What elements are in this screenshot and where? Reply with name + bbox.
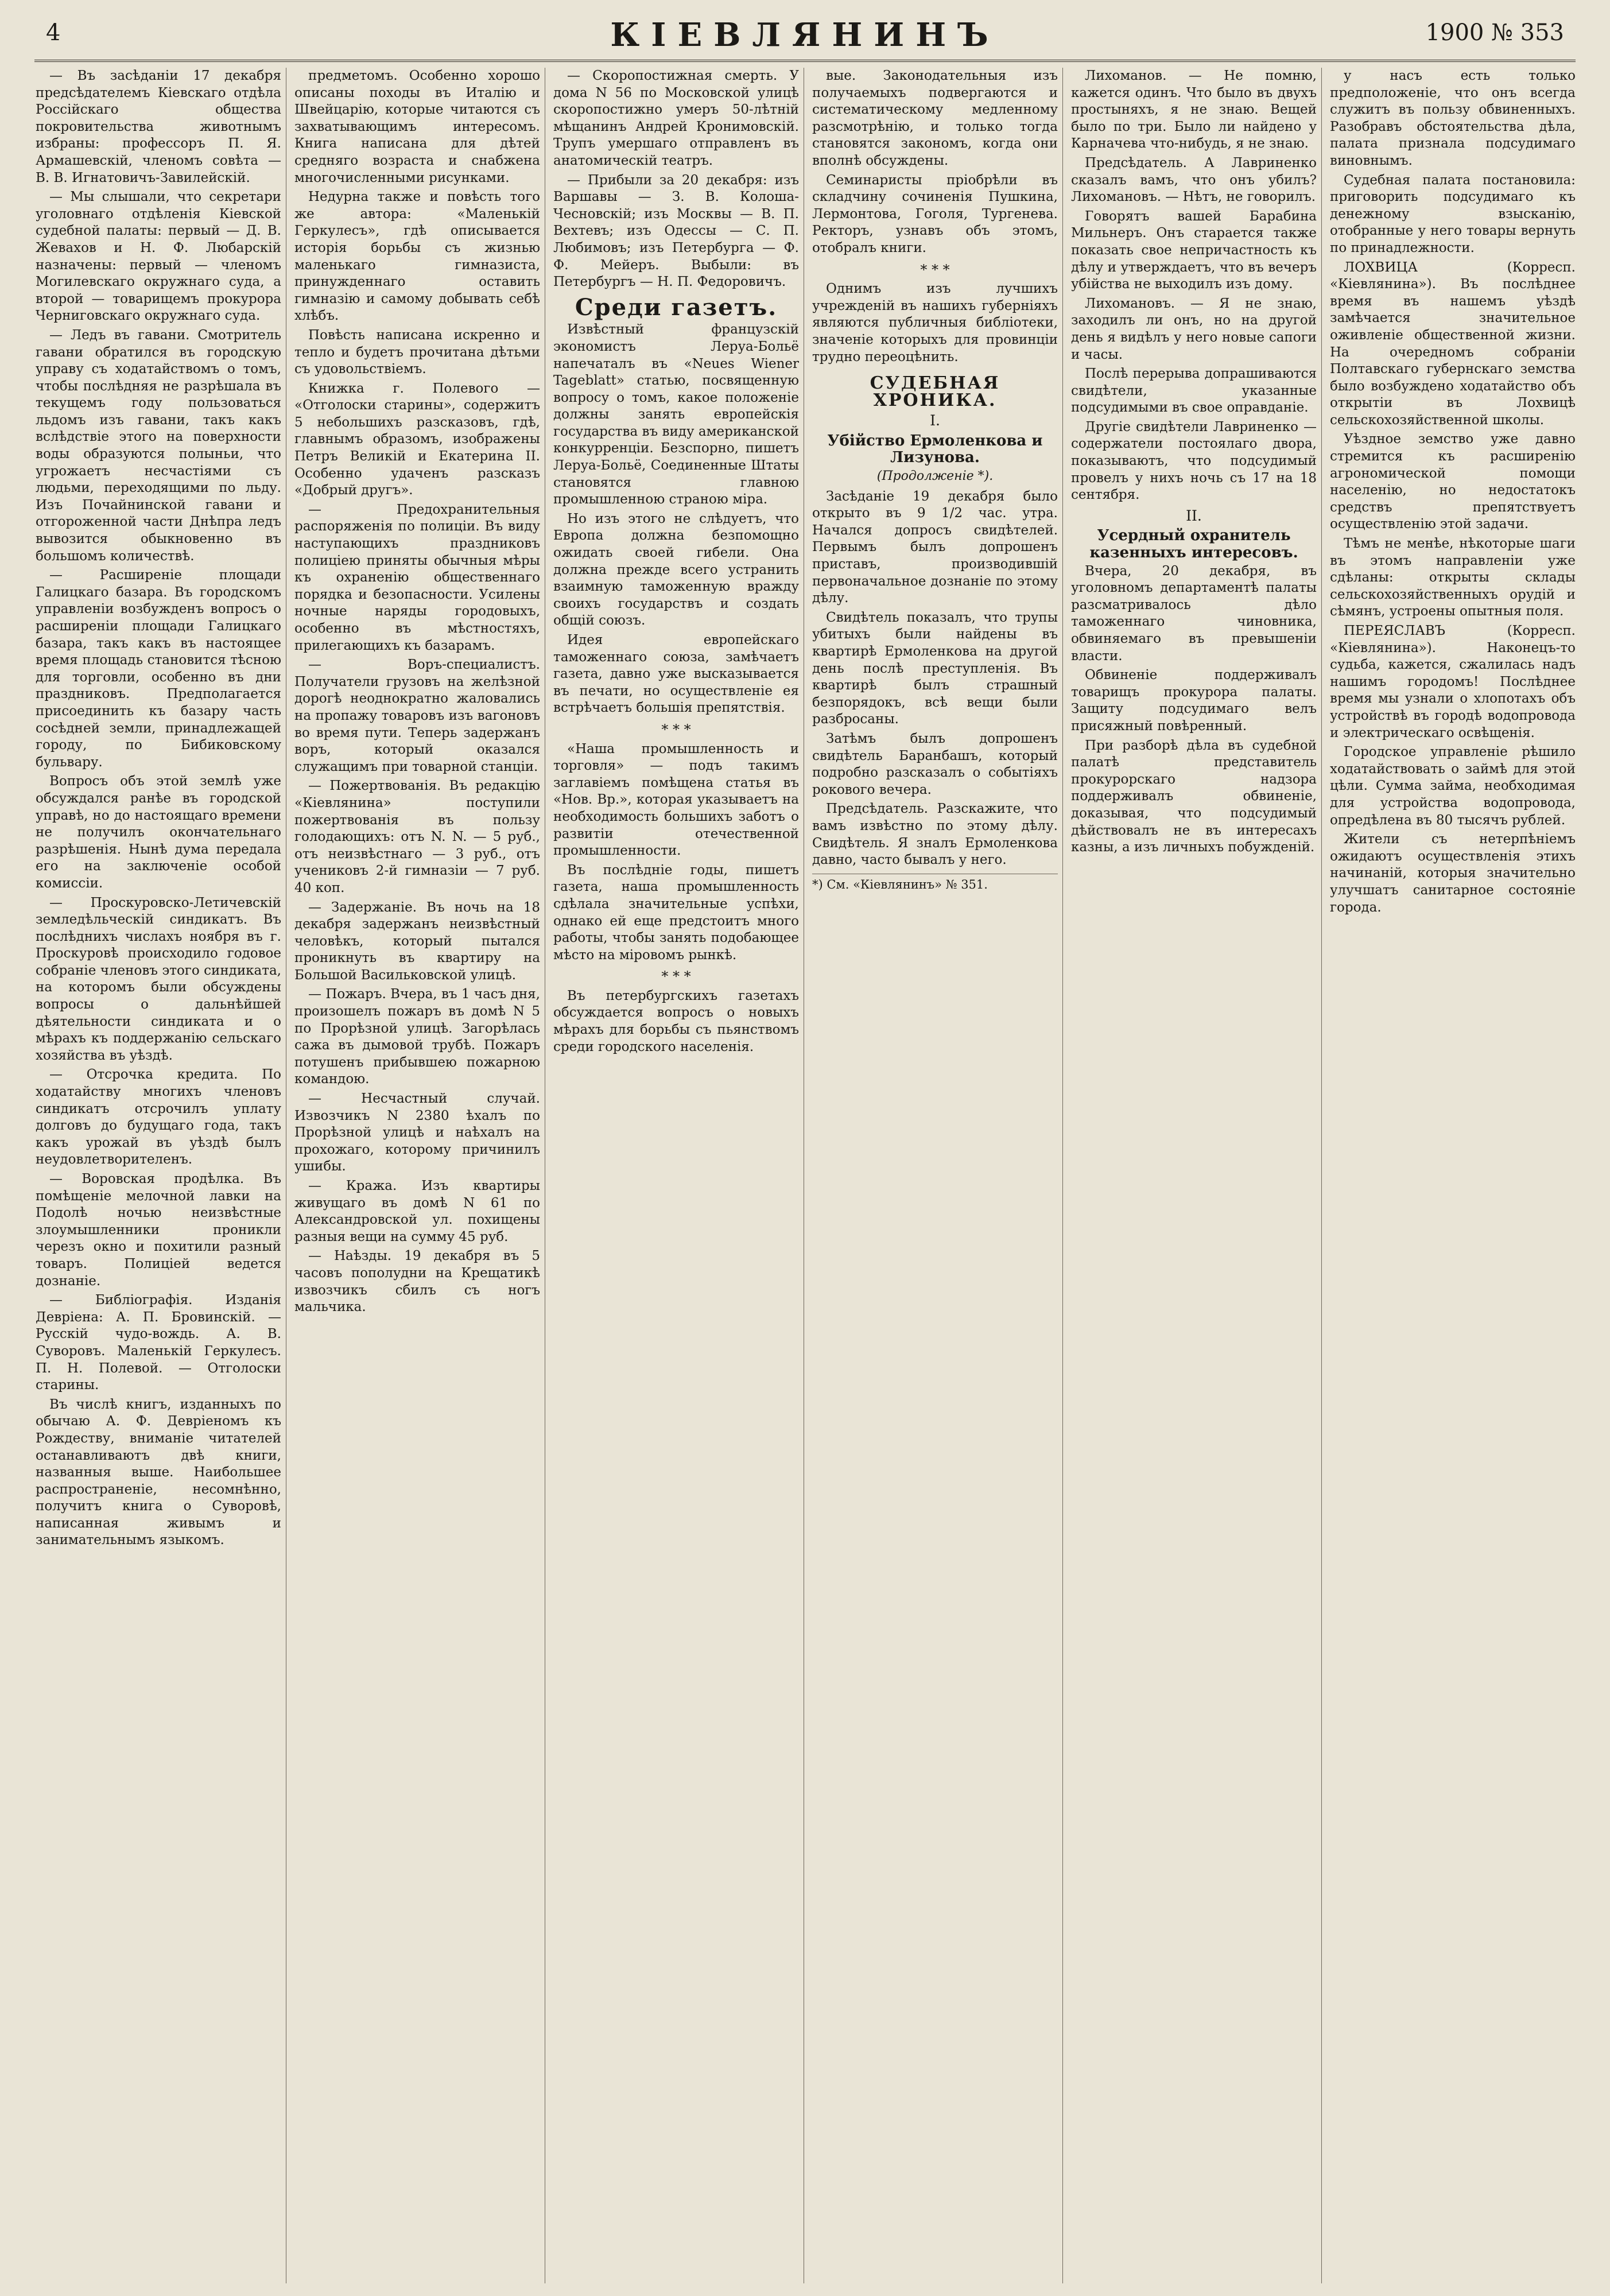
issue-number: 1900 № 353 [1425,20,1564,46]
article-paragraph: — Наѣзды. 19 декабря въ 5 часовъ пополудни на Крещатикѣ извозчикъ сбилъ съ ногъ мальчика. [294,1248,540,1315]
article-title: Усердный охранитель казенныхъ интересовъ. [1089,527,1298,562]
article-paragraph: Городское управленіе рѣшило ходатайствовать о займѣ для этой цѣли. Сумма займа, необходимая для устройства водопровода, опредѣлена въ 80 тысячъ рублей. [1330,744,1576,828]
article-paragraph: Въ послѣдніе годы, пишетъ газета, наша промышленность сдѣлала значительные успѣхи, однако ей еще предстоитъ много работы, чтобы занять подобающее мѣсто на міровомъ рынкѣ. [553,862,799,963]
article-paragraph: ЛОХВИЦА (Корресп. «Кіевлянина»). Въ послѣднее время въ нашемъ уѣздѣ замѣчается значительное оживленіе общественной жизни. На очередномъ собраніи Полтавскаго губернскаго земства было возбуждено ходатайство объ открытіи въ Лохвицѣ сельскохозяйственной школы. [1330,259,1576,428]
article-paragraph: — Скоропостижная смерть. У дома N 56 по Московской улицѣ скоропостижно умеръ 50-лѣтній мѣщанинъ Андрей Кронимовскій. Трупъ умершаго отправленъ въ анатомическій театръ. [553,68,799,168]
article-paragraph: Засѣданіе 19 декабря было открыто въ 9 1/2 час. утра. Начался допросъ свидѣтелей. Первымъ былъ допрошенъ приставъ, производившій первоначальное дознаніе по этому дѣлу. [812,488,1058,606]
article-paragraph: Вчера, 20 декабря, въ уголовномъ департаментѣ палаты разсматривалось дѣло таможеннаго чиновника, обвиняемаго въ превышеніи власти. [1071,563,1317,664]
article-paragraph: — Пожаръ. Вчера, въ 1 часъ дня, произошелъ пожаръ въ домѣ N 5 по Прорѣзной улицѣ. Загорѣлась сажа въ дымовой трубѣ. Пожаръ потушенъ прибывшею пожарною командою. [294,987,540,1087]
article-paragraph: Говорятъ вашей Барабина Мильнеръ. Онъ старается также показать свое непричастность къ дѣлу и утверждаетъ, что въ вечеръ убійства не выходилъ изъ дому. [1071,208,1317,292]
article-paragraph: Однимъ изъ лучшихъ учрежденій въ нашихъ губерніяхъ являются публичныя библіотеки, значеніе которыхъ для провинціи трудно переоцѣнить. [812,281,1058,364]
article-paragraph: Въ числѣ книгъ, изданныхъ по обычаю А. Ф. Девріеномъ къ Рождеству, вниманіе читателей останавливаютъ двѣ книги, названныя выше. Наибольшее распространеніе, несомнѣнно, получитъ книга о Суворовѣ, написанная живымъ и занимательнымъ языкомъ. [36,1397,281,1548]
article-paragraph: вые. Законодательныя изъ получаемыхъ подвергаются и систематическому медленному разсмотрѣнію, и только тогда становятся закономъ, когда они вполнѣ обсуждены. [812,68,1058,168]
continuation-note: (Продолженіе *). [876,469,994,484]
article-paragraph: — Библіографія. Изданія Девріена: А. П. Бровинскій. — Русскій чудо-вождь. А. В. Суворовъ. Маленькій Геркулесъ. П. Н. Полевой. — Отголоски старины. [36,1293,281,1393]
footnote: *) См. «Кіевлянинъ» № 351. [812,874,1058,894]
article-paragraph: — Кража. Изъ квартиры живущаго въ домѣ N 61 по Александровской ул. похищены разныя вещи на сумму 45 руб. [294,1178,540,1244]
article-paragraph: у насъ есть только предположеніе, что онъ всегда служитъ въ пользу обвиненныхъ. Разобравъ обстоятельства дѣла, палата признала подсудимаго виновнымъ. [1330,68,1576,168]
column-1 [36,68,281,2283]
article-paragraph: — Ледъ въ гавани. Смотритель гавани обратился въ городскую управу съ ходатайствомъ о томъ, чтобы послѣдняя не разрѣшала въ текущемъ году пользоваться льдомъ изъ гавани, такъ какъ вслѣдствіе этого на поверхности воды образуются полыньи, что угрожаетъ несчастіями съ людьми, переходящими по льду. Изъ Почайнинской гавани и отгороженной части Днѣпра ледъ вывозится обыкновенно въ большомъ количествѣ. [36,327,281,564]
column-5 [1071,68,1317,2283]
article-paragraph: — Пожертвованія. Въ редакцію «Кіевлянина» поступили пожертвованія въ пользу голодающихъ: отъ N. N. — 5 руб., отъ неизвѣстнаго — 3 руб., отъ учениковъ 2-й гимназіи — 7 руб. 40 коп. [294,778,540,895]
article-paragraph: — Мы слышали, что секретари уголовнаго отдѣленія Кіевской судебной палаты: первый — Д. В. Жевахов и Н. Ф. Любарскій назначены: первый — членомъ Могилевскаго окружнаго суда, а второй — товарищемъ прокурора Черниговскаго окружнаго суда. [36,189,281,324]
article-paragraph: Семинаристы пріобрѣли въ складчину сочиненія Пушкина, Лермонтова, Гоголя, Тургенева. Ректоръ, узнавъ объ этомъ, отобралъ книги. [812,172,1058,255]
article-paragraph: Книжка г. Полевого — «Отголоски старины», содержитъ 5 небольшихъ разсказовъ, гдѣ, главнымъ образомъ, изображены Петръ Великій и Екатерина II. Особенно удаченъ разсказъ «Добрый другъ». [294,381,540,498]
column-3 [553,68,799,2283]
article-number: II. [1186,507,1202,524]
article-paragraph: При разборѣ дѣла въ судебной палатѣ представитель прокурорскаго надзора поддерживалъ обвиненіе, доказывая, что подсудимый дѣйствовалъ не въ интересахъ казны, а изъ личныхъ побужденій. [1071,738,1317,855]
article-paragraph: — Въ засѣданіи 17 декабря предсѣдателемъ Кіевскаго отдѣла Россійскаго общества покровительства животнымъ избраны: профессоръ П. Я. Армашевскій, членомъ совѣта — В. В. Игнатовичъ-Завилейскій. [36,68,281,185]
article-paragraph: «Наша промышленность и торговля» — подъ такимъ заглавіемъ помѣщена статья въ «Нов. Вр.», которая указываетъ на необходимость большихъ заботъ о развитіи отечественной промышленности. [553,741,799,859]
article-paragraph: Повѣсть написана искренно и тепло и будетъ прочитана дѣтьми съ удовольствіемъ. [294,327,540,377]
article-paragraph: Лихоманов. — Не помню, кажется одинъ. Что было въ двухъ простыняхъ, я не знаю. Вещей было по три. Было ли найдено у Карначева что-нибудь, я не знаю. [1071,68,1317,152]
separator-stars: * * * [661,721,691,738]
article-paragraph: Предсѣдатель. Разскажите, что вамъ извѣстно по этому дѣлу. Свидѣтель. Я зналъ Ермоленкова давно, часто бывалъ у него. [812,801,1058,868]
article-title: Убійство Ермоленкова и Лизунова. [827,432,1043,467]
separator-stars: * * * [661,968,691,985]
article-paragraph: — Отсрочка кредита. По ходатайству многихъ членовъ синдикатъ отсрочилъ уплату долговъ до будущаго года, такъ какъ урожай въ уѣздѣ былъ неудовлетворителенъ. [36,1067,281,1168]
separator-stars: * * * [920,261,950,278]
column-2 [294,68,540,2283]
article-paragraph: Лихомановъ. — Я не знаю, заходилъ ли онъ, но на другой день я видѣлъ у него новые сапоги и часы. [1071,296,1317,362]
article-paragraph: Свидѣтель показалъ, что трупы убитыхъ были найдены въ квартирѣ Ермоленкова на другой день послѣ преступленія. Въ квартирѣ былъ страшный безпорядокъ, всѣ вещи были разбросаны. [812,610,1058,727]
section-heading: Среди газетъ. [575,293,778,321]
article-paragraph: Судебная палата постановила: приговорить подсудимаго къ денежному взысканію, отобранные у него товары вернуть по принадлежности. [1330,172,1576,255]
article-paragraph: предметомъ. Особенно хорошо описаны походы въ Италію и Швейцарію, которые читаются съ захватывающимъ интересомъ. Книга написана для дѣтей средняго возраста и снабжена многочисленными рисунками. [294,68,540,185]
article-paragraph: Предсѣдатель. А Лавриненко сказалъ вамъ, что онъ убилъ? Лихомановъ. — Нѣтъ, не говорилъ. [1071,155,1317,205]
article-paragraph: — Воровская продѣлка. Въ помѣщеніе мелочной лавки на Подолѣ ночью неизвѣстные злоумышленники проникли черезъ окно и похитили разный товаръ. Полиціей ведется дознаніе. [36,1172,281,1289]
column-rule [1062,68,1063,2283]
column-6 [1330,68,1576,2283]
article-paragraph: — Воръ-специалистъ. Получатели грузовъ на желѣзной дорогѣ неоднократно жаловались на пропажу товаровъ изъ вагоновъ во время пути. Теперь задержанъ воръ, который оказался служащимъ при товарной станціи. [294,657,540,774]
article-paragraph: — Расширеніе площади Галицкаго базара. Въ городскомъ управленіи возбужденъ вопросъ о расширеніи площади Галицкаго базара, такъ какъ въ настоящее время площадь становится тѣсною для торговли, особенно въ дни праздниковъ. Предполагается присоединить къ базару часть сосѣдней земли, принадлежащей городу, по Бибиковскому бульвару. [36,568,281,770]
page-header [34,16,1576,56]
article-paragraph: — Предохранительныя распоряженія по полиціи. Въ виду наступающихъ праздниковъ полиціею приняты обычныя мѣры къ охраненію общественнаго порядка и безопасности. Усилены ночные наряды городовыхъ, особенно въ мѣстностяхъ, прилегающихъ къ базарамъ. [294,502,540,653]
article-paragraph: Недурна также и повѣсть того же автора: «Маленькій Геркулесъ», гдѣ описывается исторія борьбы съ жизнью маленькаго гимназиста, принужденнаго оставить гимназію и самому добывать себѣ хлѣбъ. [294,189,540,324]
section-subheading: СУДЕБНАЯ ХРОНИКА. [870,373,1000,410]
article-paragraph: Затѣмъ былъ допрошенъ свидѣтель Баранбашъ, который подробно разсказалъ о событіяхъ рокового вечера. [812,731,1058,797]
article-paragraph: — Несчастный случай. Извозчикъ N 2380 ѣхалъ по Прорѣзной улицѣ и наѣхалъ на прохожаго, которому причинилъ ушибы. [294,1091,540,1174]
article-paragraph: Жители съ нетерпѣніемъ ожидаютъ осуществленія этихъ начинаній, которыя значительно улучшатъ санитарное состояніе города. [1330,832,1576,915]
columns [36,68,1576,2283]
newspaper-title: КІЕВЛЯНИНЪ [610,16,1000,54]
article-paragraph: Въ петербургскихъ газетахъ обсуждается вопросъ о новыхъ мѣрахъ для борьбы съ пьянствомъ среди городского населенія. [553,988,799,1054]
page-number: 4 [46,20,61,46]
column-4 [812,68,1058,2283]
article-paragraph: Извѣстный французскій экономистъ Леруа-Больё напечаталъ въ «Neues Wiener Tageblatt» статью, посвященную вопросу о томъ, какое положеніе должны занять европейскія государства въ виду американской конкурренціи. Безспорно, пишетъ Леруа-Больё, Соединенные Штаты становятся главною промышленною страною міра. [553,322,799,507]
article-paragraph: Обвиненіе поддерживалъ товарищъ прокурора палаты. Защиту подсудимаго велъ присяжный повѣренный. [1071,668,1317,734]
article-paragraph: — Прибыли за 20 декабря: изъ Варшавы — З. В. Колоша-Чесновскій; изъ Москвы — В. П. Вехтевъ; изъ Одессы — С. П. Любимовъ; изъ Петербурга — Ф. Ф. Мейеръ. Выбыли: въ Петербургъ — Н. П. Федоровичъ. [553,172,799,290]
article-paragraph: Другіе свидѣтели Лавриненко — содержатели постоялаго двора, показываютъ, что подсудимый провелъ у нихъ ночь съ 17 на 18 сентября. [1071,419,1317,503]
article-paragraph: — Проскуровско-Летичевскій земледѣльческій синдикатъ. Въ послѣднихъ числахъ ноября въ г. Проскуровѣ происходило годовое собраніе членовъ этого синдиката, на которомъ были обсуждены вопросы о дальнѣйшей дѣятельности синдиката и о мѣрахъ къ поддержанію сельскаго хозяйства въ уѣздѣ. [36,895,281,1063]
article-paragraph: Тѣмъ не менѣе, нѣкоторые шаги въ этомъ направленіи уже сдѣланы: открыты склады сельскохозяйственныхъ орудій и сѣмянъ, устроены опытныя поля. [1330,536,1576,619]
article-number: I. [930,412,940,429]
column-rule [1321,68,1322,2283]
article-paragraph: Послѣ перерыва допрашиваются свидѣтели, указанные подсудимыми въ свое оправданіе. [1071,366,1317,416]
header-rule [34,60,1576,62]
article-paragraph: Уѣздное земство уже давно стремится къ расширенію агрономической помощи населенію, но недостатокъ средствъ препятствуетъ осуществленію этой задачи. [1330,432,1576,532]
article-paragraph: Но изъ этого не слѣдуетъ, что Европа должна безпомощно ожидать своей гибели. Она должна прежде всего устранить взаимную таможенную вражду своихъ государствъ и создать общій союзъ. [553,511,799,629]
article-paragraph: Вопросъ объ этой землѣ уже обсуждался ранѣе въ городской управѣ, но до настоящаго времени не получилъ окончательнаго разрѣшенія. Нынѣ дума передала его на заключеніе особой комиссіи. [36,774,281,891]
article-paragraph: Идея европейскаго таможеннаго союза, замѣчаетъ газета, давно уже высказывается въ печати, но осуществленіе ея встрѣчаетъ большія препятствія. [553,633,799,716]
article-paragraph: ПЕРЕЯСЛАВЪ (Корресп. «Кіевлянина»). Наконецъ-то судьба, кажется, сжалилась надъ нашимъ городомъ! Послѣднее время мы узнали о хлопотахъ объ устройствѣ въ городѣ водопровода и электрическаго освѣщенія. [1330,623,1576,740]
article-paragraph: — Задержаніе. Въ ночь на 18 декабря задержанъ неизвѣстный человѣкъ, который пытался проникнуть въ квартиру на Большой Васильковской улицѣ. [294,899,540,983]
